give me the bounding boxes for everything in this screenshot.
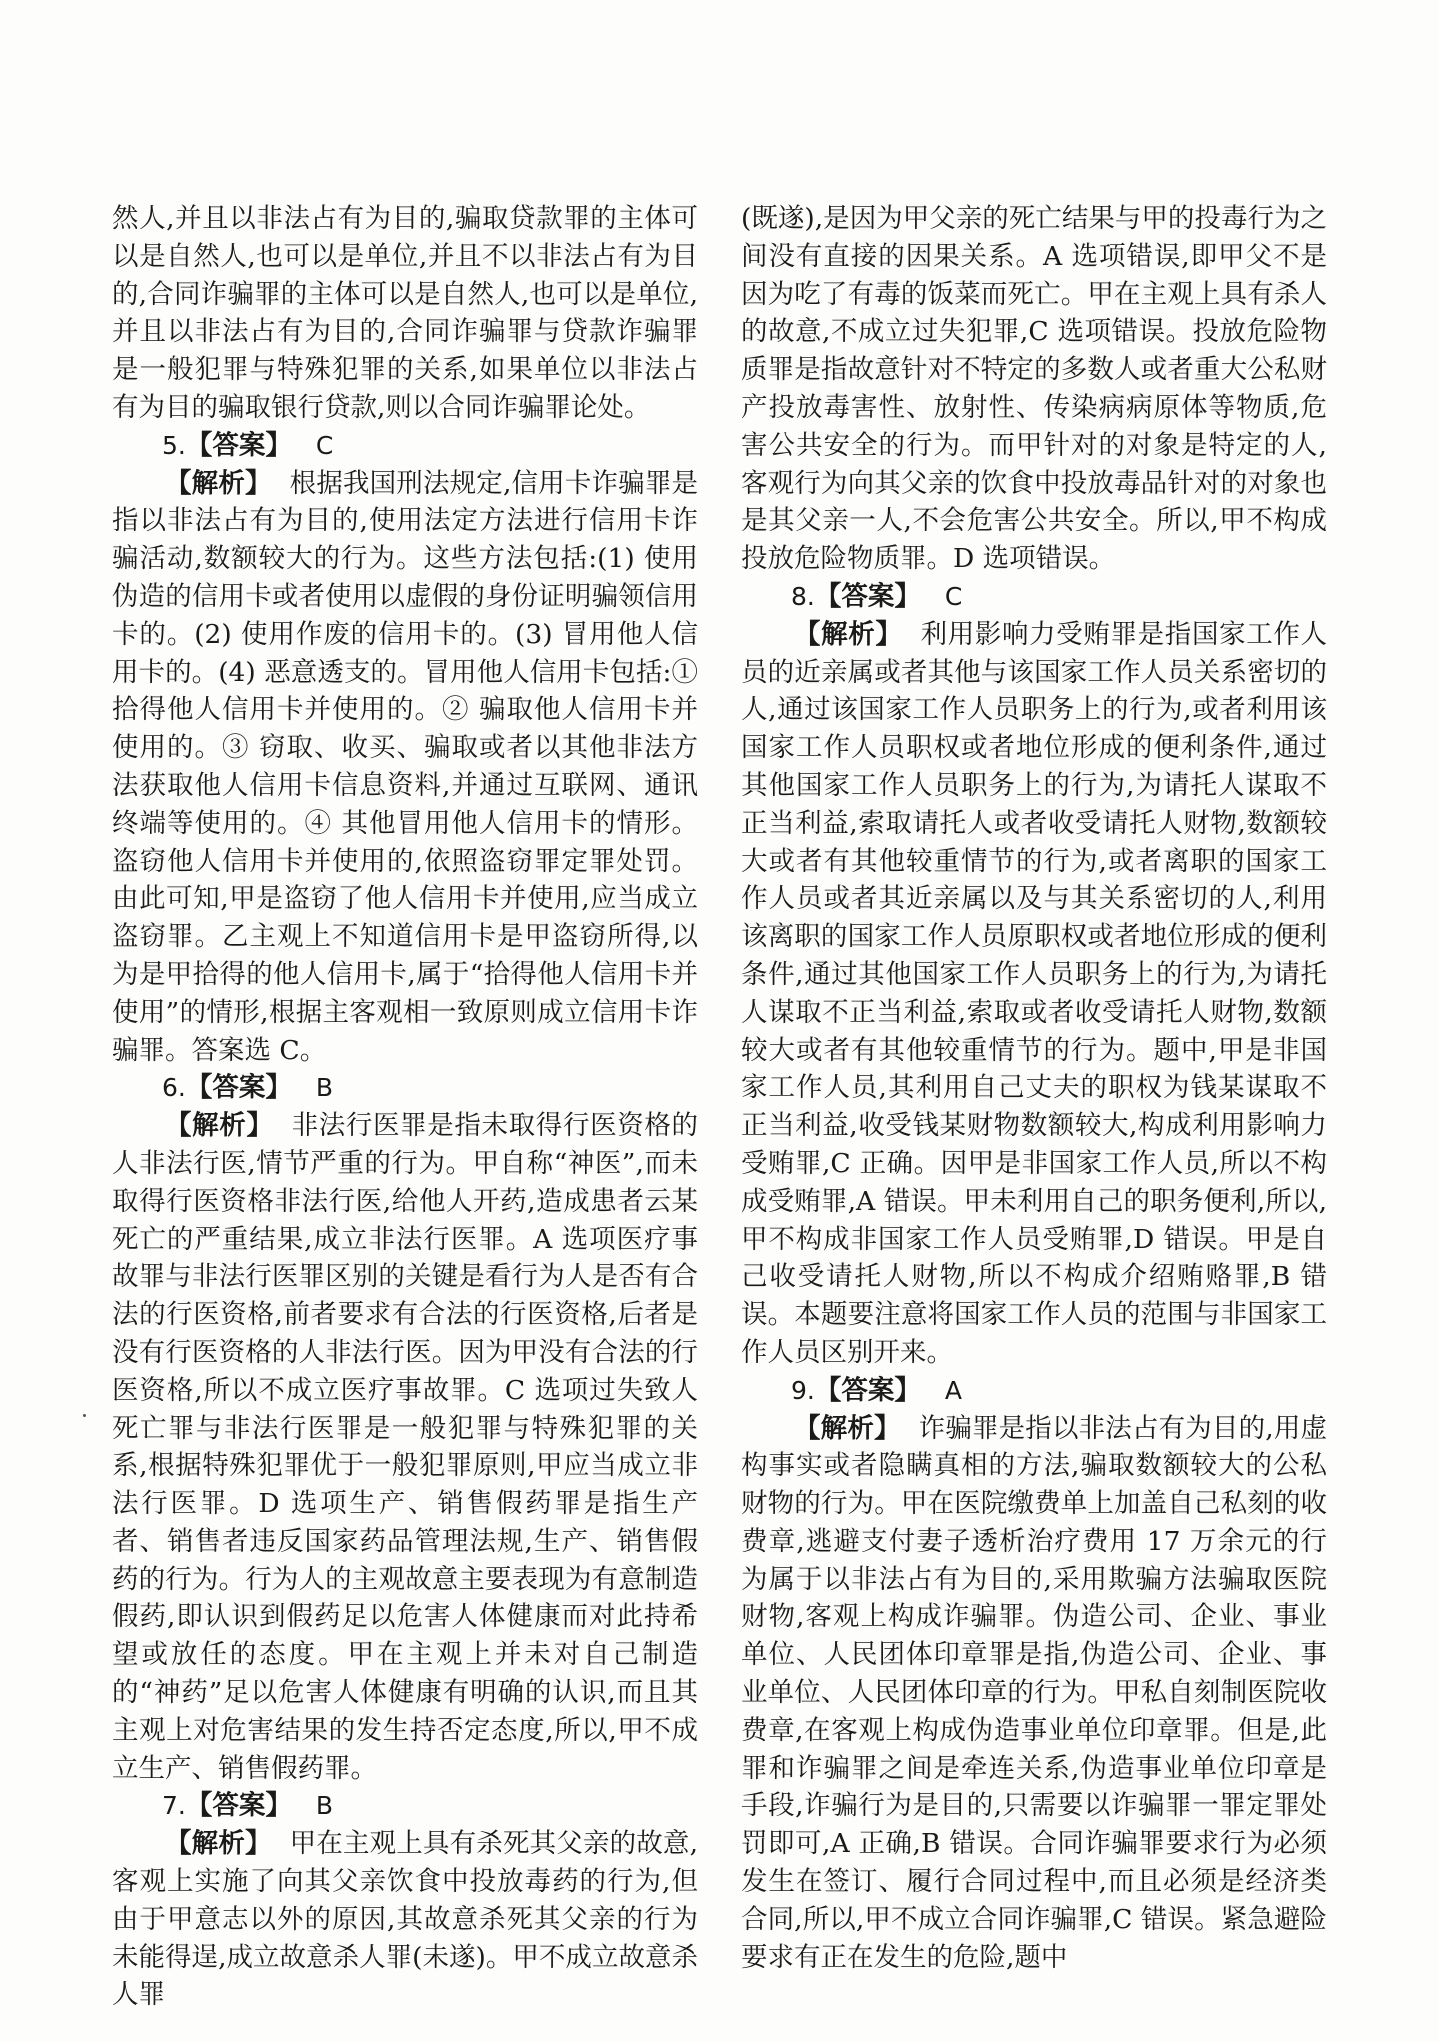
answer-value: C — [315, 430, 334, 460]
question-number: 7. — [162, 1791, 186, 1821]
question-number: 6. — [162, 1073, 186, 1103]
analysis-paragraph-6 — [112, 1107, 698, 1787]
question-number: 5. — [162, 430, 186, 460]
answer-line-7 — [112, 1787, 698, 1825]
analysis-label: 【解析】 — [794, 618, 903, 650]
answer-line-6 — [112, 1069, 698, 1107]
answer-value: C — [944, 581, 963, 611]
analysis-text: 利用影响力受贿罪是指国家工作人员的近亲属或者其他与该国家工作人员关系密切的人,通过该国家工作人员职务上的行为,或者利用该国家工作人员职权或者地位形成的便利条件,通过其他国家工作人员职务上的行为,为请托人谋取不正当利益,索取请托人或者收受请托人财物,数额较大或者有其他较重情节的行为,或者离职的国家工作人员或者其近亲属以及与其关系密切的人,利用该离职的国家工作人员原职权或者地位形成的便利条件,通过其他国家工作人员职务上的行为,为请托人谋取不正当利益,索取或者收受请托人财物,数额较大或者有其他较重情节的行为。题中,甲是非国家工作人员,其利用自己丈夫的职权为钱某谋取不正当利益,收受钱某财物数额较大,构成利用影响力受贿罪,C 正确。因甲是非国家工作人员,所以不构成受贿罪,A 错误。甲未利用自己的职务便利,所以,甲不构成非国家工作人员受贿罪,D 错误。甲是自己收受请托人财物,所以不构成介绍贿赂罪,B 错误。本题要注意将国家工作人员的范围与非国家工作人员区别开来。 — [741, 618, 1328, 1368]
analysis-paragraph-5 — [112, 465, 698, 1070]
analysis-label: 【解析】 — [794, 1412, 901, 1444]
answer-value: B — [315, 1791, 334, 1821]
analysis-text: 甲在主观上具有杀死其父亲的故意,客观上实施了向其父亲饮食中投放毒药的行为,但由于甲意志以外的原因,其故意杀死其父亲的行为未能得逞,成立故意杀人罪(未遂)。甲不成立故意杀人罪 — [112, 1828, 698, 2011]
answer-line-5 — [112, 427, 698, 465]
question-number: 8. — [791, 581, 815, 611]
analysis-text: 非法行医罪是指未取得行医资格的人非法行医,情节严重的行为。甲自称“神医”,而未取得行医资格非法行医,给他人开药,造成患者云某死亡的严重结果,成立非法行医罪。A 选项医疗事故罪与非法行医罪区别的关键是看行为人是否有合法的行医资格,前者要求有合法的行医资格,后者是没有行医资格的人非法行医。因为甲没有合法的行医资格,所以不成立医疗事故罪。C 选项过失致人死亡罪与非法行医罪是一般犯罪与特殊犯罪的关系,根据特殊犯罪优于一般犯罪原则,甲应当成立非法行医罪。D 选项生产、销售假药罪是指生产者、销售者违反国家药品管理法规,生产、销售假药的行为。行为人的主观故意主要表现为有意制造假药,即认识到假药足以危害人体健康而对此持希望或放任的态度。甲在主观上并未对自己制造的“神药”足以危害人体健康有明确的认识,而且其主观上对危害结果的发生持否定态度,所以,甲不成立生产、销售假药罪。 — [112, 1110, 699, 1784]
left-column — [112, 200, 698, 2014]
answer-label: 【答案】 — [185, 429, 292, 461]
analysis-paragraph-9 — [741, 1410, 1327, 1977]
analysis-paragraph-7 — [112, 1825, 698, 2014]
continued-paragraph: (既遂),是因为甲父亲的死亡结果与甲的投毒行为之间没有直接的因果关系。A 选项错误,即甲父不是因为吃了有毒的饭菜而死亡。甲在主观上具有杀人的故意,不成立过失犯罪,C 选项错误。投放危险物质罪是指故意针对不特定的多数人或者重大公私财产投放毒害性、放射性、传染病病原体等物质,危害公共安全的行为。而甲针对的对象是特定的人,客观行为向其父亲的饮食中投放毒品针对的对象也是其父亲一人,不会危害公共安全。所以,甲不构成投放危险物质罪。D 选项错误。 — [741, 203, 1327, 575]
answer-label: 【答案】 — [185, 1072, 292, 1104]
answer-label: 【答案】 — [814, 580, 921, 612]
answer-label: 【答案】 — [814, 1374, 921, 1406]
question-number: 9. — [791, 1375, 815, 1405]
scan-speck — [83, 1414, 86, 1417]
analysis-label: 【解析】 — [165, 1110, 274, 1142]
answer-label: 【答案】 — [185, 1790, 292, 1822]
analysis-text: 根据我国刑法规定,信用卡诈骗罪是指以非法占有为目的,使用法定方法进行信用卡诈骗活动,数额较大的行为。这些方法包括:(1) 使用伪造的信用卡或者使用以虚假的身份证明骗领信用卡的。(2) 使用作废的信用卡的。(3) 冒用他人信用卡的。(4) 恶意透支的。冒用他人信用卡包括:① 拾得他人信用卡并使用的。② 骗取他人信用卡并使用的。③ 窃取、收买、骗取或者以其他非法方法获取他人信用卡信息资料,并通过互联网、通讯终端等使用的。④ 其他冒用他人信用卡的情形。盗窃他人信用卡并使用的,依照盗窃罪定罪处罚。由此可知,甲是盗窃了他人信用卡并使用,应当成立盗窃罪。乙主观上不知道信用卡是甲盗窃所得,以为是甲拾得的他人信用卡,属于“拾得他人信用卡并使用”的情形,根据主客观相一致原则成立信用卡诈骗罪。答案选 C。 — [112, 467, 698, 1066]
answer-value: A — [944, 1375, 962, 1405]
continued-paragraph: 然人,并且以非法占有为目的,骗取贷款罪的主体可以是自然人,也可以是单位,并且不以非法占有为目的,合同诈骗罪的主体可以是自然人,也可以是单位,并且以非法占有为目的,合同诈骗罪与贷款诈骗罪是一般犯罪与特殊犯罪的关系,如果单位以非法占有为目的骗取银行贷款,则以合同诈骗罪论处。 — [112, 203, 698, 423]
analysis-label: 【解析】 — [165, 467, 272, 499]
answer-line-9 — [741, 1372, 1327, 1410]
answer-value: B — [315, 1073, 334, 1103]
right-column — [741, 200, 1327, 1976]
answer-line-8 — [741, 578, 1327, 616]
analysis-paragraph-8 — [741, 616, 1327, 1372]
analysis-label: 【解析】 — [165, 1828, 272, 1860]
analysis-text: 诈骗罪是指以非法占有为目的,用虚构事实或者隐瞒真相的方法,骗取数额较大的公私财物的行为。甲在医院缴费单上加盖自己私刻的收费章,逃避支付妻子透析治疗费用 17 万余元的行为属于以非法占有为目的,采用欺骗方法骗取医院财物,客观上构成诈骗罪。伪造公司、企业、事业单位、人民团体印章罪是指,伪造公司、企业、事业单位、人民团体印章的行为。甲私自刻制医院收费章,在客观上构成伪造事业单位印章罪。但是,此罪和诈骗罪之间是牵连关系,伪造事业单位印章是手段,诈骗行为是目的,只需要以诈骗罪一罪定罪处罚即可,A 正确,B 错误。合同诈骗罪要求行为必须发生在签订、履行合同过程中,而且必须是经济类合同,所以,甲不成立合同诈骗罪,C 错误。紧急避险要求有正在发生的危险,题中 — [741, 1412, 1327, 1973]
